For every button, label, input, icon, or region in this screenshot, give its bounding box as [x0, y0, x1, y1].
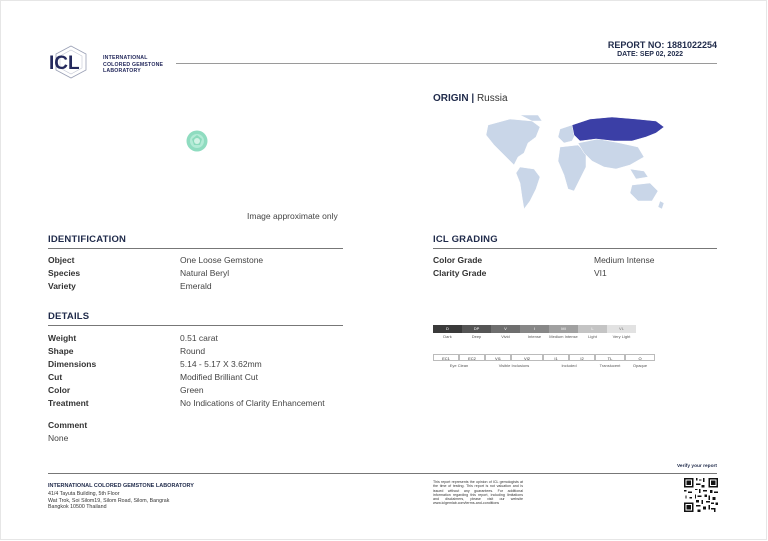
comment-label: Comment [48, 420, 88, 430]
clarity-scale-cell: VI1 [485, 354, 511, 361]
color-scale-cell-mi [549, 325, 578, 333]
world-map [480, 113, 666, 213]
color-scale-cell-d [433, 325, 462, 333]
origin-label: ORIGIN [433, 93, 469, 104]
lab-name-logo [103, 55, 163, 75]
lab-name-line-2: COLORED GEMSTONE [103, 61, 164, 68]
details-shape-label: Shape [48, 346, 74, 356]
report-number [608, 40, 717, 50]
clarity-group-label: Visible Inclusions [498, 363, 530, 368]
details-cut-value: Modified Brilliant Cut [180, 372, 258, 382]
details-treatment-label: Treatment [48, 398, 89, 408]
report-no-label: REPORT NO: [607, 40, 665, 50]
clarity-scale-cell: O [625, 354, 655, 361]
color-scale-code: L [591, 326, 594, 331]
color-scale-name: Deep [471, 334, 482, 339]
details-weight-label: Weight [48, 333, 77, 343]
report-no-value: 1881022254 [666, 40, 717, 50]
color-scale-name: Dark [443, 334, 452, 339]
color-scale-code: MI [561, 326, 566, 331]
color-scale-code: VL [619, 326, 624, 331]
report-date [617, 51, 683, 58]
clarity-group-label: Eye Clean [449, 363, 469, 368]
footer-address [48, 491, 169, 511]
details-divider [48, 325, 343, 326]
color-scale-code: DP [473, 326, 480, 331]
origin-separator: | [471, 93, 475, 104]
details-shape-value: Round [180, 346, 206, 356]
identification-species-value: Natural Beryl [180, 268, 230, 278]
grading-title: ICL GRADING [433, 234, 498, 245]
address-line-3: Bangkok 10500 Thailand [48, 504, 107, 510]
image-caption: Image approximate only [247, 211, 338, 221]
origin-country: Russia [476, 93, 508, 104]
identification-variety-value: Emerald [180, 281, 212, 291]
logo-letters: ICL [49, 53, 80, 74]
color-scale-cell-i [520, 325, 549, 333]
date-label: DATE: [617, 51, 638, 58]
color-scale-cell-v [491, 325, 520, 333]
date-value: SEP 02, 2022 [639, 51, 683, 58]
details-title: DETAILS [48, 311, 90, 322]
clarity-scale-cell: I1 [543, 354, 569, 361]
comment-value: None [48, 433, 69, 443]
color-scale-name: Very Light [612, 334, 631, 339]
grading-divider [433, 248, 717, 249]
footer-divider [48, 473, 717, 474]
color-scale-name: Medium Intense [549, 334, 578, 339]
identification-title: IDENTIFICATION [48, 234, 127, 245]
color-scale-code: V [504, 326, 507, 331]
details-color-value: Green [180, 385, 204, 395]
disclaimer-text: This report represents the opinion of ICL gemologists at the time of testing. This report is not valuation and is issued without any guarantees. For additional information regarding this report, including limitations and disclaimers, please visit our website www.iclgemlab.com/terms-and-conditions [433, 480, 523, 506]
color-scale-name: Light [588, 334, 597, 339]
clarity-scale-cell: VI2 [511, 354, 543, 361]
clarity-scale-cell: EC2 [459, 354, 485, 361]
details-color-label: Color [48, 385, 71, 395]
clarity-scale-cell: I2 [569, 354, 595, 361]
clarity-grade-label: Clarity Grade [433, 268, 487, 278]
clarity-scale [433, 354, 655, 372]
clarity-scale-cell: EC1 [433, 354, 459, 361]
lab-name-line-1: INTERNATIONAL [103, 55, 148, 61]
clarity-group-label: Opaque [632, 363, 648, 368]
footer-lab-name: INTERNATIONAL COLORED GEMSTONE LABORATORY [48, 483, 194, 489]
color-scale [433, 325, 636, 349]
color-scale-name: Intense [527, 334, 542, 339]
details-dimensions-value: 5.14 - 5.17 X 3.62mm [180, 359, 262, 369]
lab-name-line-3: LABORATORY [103, 68, 141, 74]
address-line-2: Wat Trok, Soi Silom19, Silom Road, Silom, Bangrak [48, 497, 170, 504]
origin-line [433, 93, 508, 104]
address-line-1: 41/4 Tayuta Building, 5th Floor [48, 491, 120, 497]
clarity-group-label: Translucent [599, 363, 621, 368]
identification-divider [48, 248, 343, 249]
clarity-scale-cell: TL [595, 354, 625, 361]
icl-logo-icon [48, 44, 94, 80]
color-scale-cell-vl [607, 325, 636, 333]
clarity-group-label: Included [561, 363, 577, 368]
details-dimensions-label: Dimensions [48, 359, 97, 369]
details-treatment-value: No Indications of Clarity Enhancement [180, 398, 325, 408]
color-scale-code: D [446, 326, 449, 331]
color-grade-label: Color Grade [433, 255, 483, 265]
color-scale-cell-dp [462, 325, 491, 333]
gemstone-image [186, 130, 208, 152]
color-scale-code: I [533, 326, 536, 331]
qr-code-icon[interactable] [684, 478, 718, 512]
header-divider [176, 63, 717, 64]
details-weight-value: 0.51 carat [180, 333, 218, 343]
color-grade-value: Medium Intense [594, 255, 655, 265]
identification-variety-label: Variety [48, 281, 76, 291]
identification-object-label: Object [48, 255, 75, 265]
color-scale-cell-l [578, 325, 607, 333]
identification-species-label: Species [48, 268, 81, 278]
clarity-grade-value: VI1 [594, 268, 607, 278]
identification-object-value: One Loose Gemstone [180, 255, 264, 265]
details-cut-label: Cut [48, 372, 63, 382]
verify-report-label: Verify your report [677, 464, 717, 469]
color-scale-name: Vivid [501, 334, 510, 339]
